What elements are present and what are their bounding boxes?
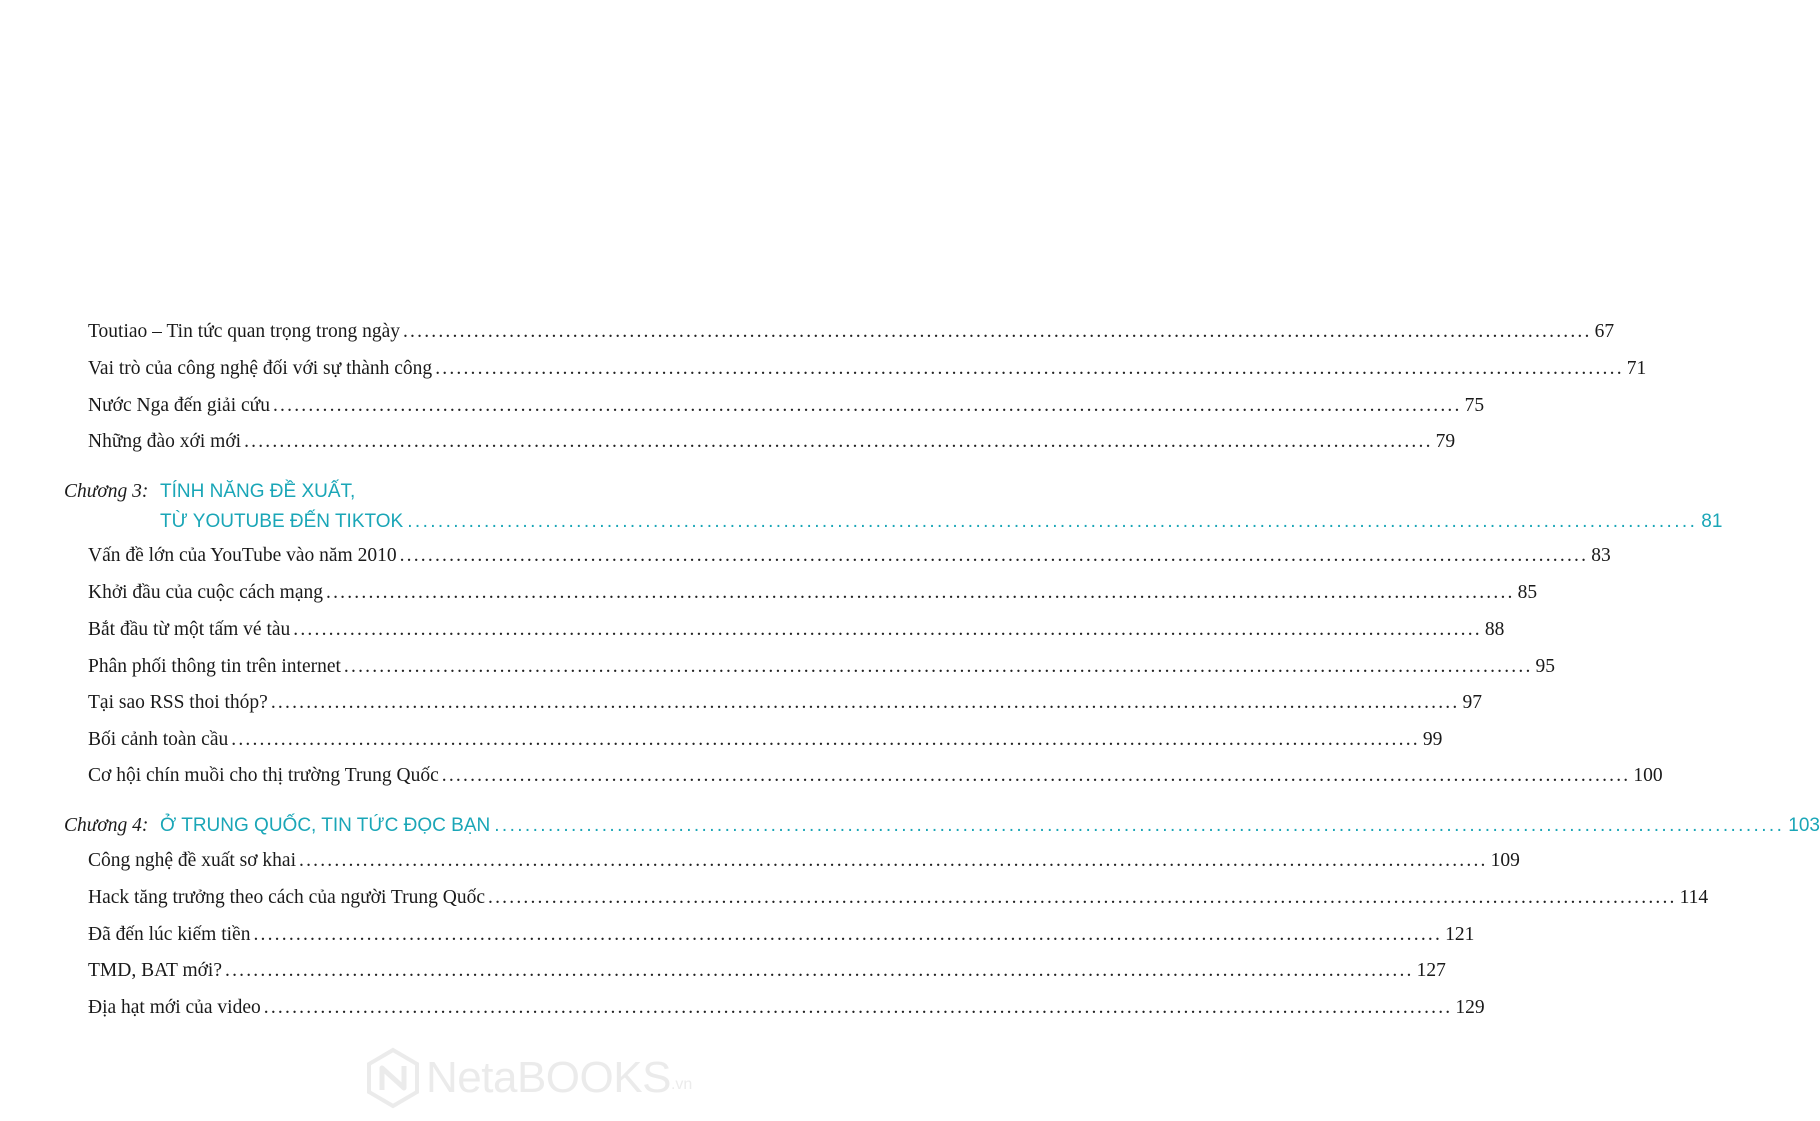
dot-leader: ........................................................................................................................................................................ [326,582,1515,603]
toc-entry[interactable] [88,726,1443,754]
toc-entry-page: 129 [1455,997,1485,1018]
toc-entry-title: Hack tăng trưởng theo cách của người Trung Quốc [88,887,486,908]
chapter-4-label: Chương 4: [64,815,149,836]
toc-entry-title: Nước Nga đến giải cứu [88,395,270,416]
toc-entry-page: 79 [1435,431,1456,452]
dot-leader: ........................................................................................................................................................................ [231,729,1420,750]
toc-entry-title: Tại sao RSS thoi thóp? [88,692,268,713]
toc-entry[interactable] [88,355,1647,383]
chapter-3-title-text: TÍNH NĂNG ĐỀ XUẤT, [160,481,356,502]
toc-entry[interactable] [88,689,1482,717]
toc-entry-page: 121 [1445,924,1475,945]
toc-entry-page: 75 [1464,395,1485,416]
dot-leader: ........................................................................................................................................................................ [272,395,1462,416]
toc-entry[interactable] [88,616,1505,644]
toc-entry-page: 71 [1626,358,1647,379]
toc-entry-title: Vấn đề lớn của YouTube vào năm 2010 [88,545,397,566]
toc-entry-title: Phân phối thông tin trên internet [88,656,341,677]
toc-entry-page: 67 [1594,321,1615,342]
toc-entry[interactable] [88,994,1485,1022]
toc-entry[interactable] [88,884,1709,912]
toc-entry[interactable] [88,542,1611,570]
toc-entry[interactable] [88,847,1520,875]
toc-entry-title: Bối cảnh toàn cầu [88,729,229,750]
dot-leader: ........................................................................................................................................................................ [343,656,1533,677]
dot-leader: ........................................................................................................................................................................ [402,321,1592,342]
toc-entry[interactable] [88,392,1485,420]
watermark [366,1048,692,1108]
toc-entry-title: Công nghệ đề xuất sơ khai [88,850,296,871]
dot-leader: ........................................................................................................................................................................ [494,815,1785,836]
dot-leader: ........................................................................................................................................................................ [270,692,1460,713]
chapter-4-page: 103 [1788,815,1820,836]
toc-entry-title: Những đào xới mới [88,431,242,452]
toc-entry-title: Địa hạt mới của video [88,997,261,1018]
toc-entry-page: 127 [1416,960,1446,981]
chapter-4-heading[interactable] [160,812,1820,840]
watermark-suffix: .vn [670,1076,693,1093]
dot-leader: ........................................................................................................................................................................ [441,765,1631,786]
toc-entry[interactable] [88,653,1556,681]
toc-entry-title: Bắt đầu từ một tấm vé tàu [88,619,291,640]
dot-leader: ........................................................................................................................................................................ [263,997,1453,1018]
dot-leader: ........................................................................................................................................................................ [488,887,1677,908]
toc-entry-title: Khởi đầu của cuộc cách mạng [88,582,323,603]
dot-leader: ........................................................................................................................................................................ [253,924,1443,945]
dot-leader: ........................................................................................................................................................................ [299,850,1488,871]
chapter-4-title-text: Ở TRUNG QUỐC, TIN TỨC ĐỌC BẠN [160,815,491,836]
toc-entry-page: 97 [1462,692,1482,713]
watermark-brand: NetaBOOKS [426,1053,671,1102]
toc-entry-page: 88 [1484,619,1505,640]
toc-entry-title: TMD, BAT mới? [88,960,222,981]
toc-entry-page: 83 [1591,545,1611,566]
toc-entry[interactable] [88,318,1615,346]
dot-leader: ........................................................................................................................................................................ [407,511,1698,532]
chapter-3-heading[interactable] [160,508,1723,536]
toc-entry-title: Cơ hội chín muồi cho thị trường Trung Quốc [88,765,439,786]
chapter-3-title-text: TỪ YOUTUBE ĐẾN TIKTOK [160,511,404,532]
dot-leader: ........................................................................................................................................................................ [225,960,1414,981]
dot-leader: ........................................................................................................................................................................ [293,619,1482,640]
toc-entry-page: 95 [1535,656,1556,677]
toc-entry-title: Toutiao – Tin tức quan trọng trong ngày [88,321,400,342]
toc-entry-page: 85 [1517,582,1538,603]
chapter-3-label: Chương 3: [64,481,149,502]
netabooks-logo-icon [366,1048,420,1108]
dot-leader: ........................................................................................................................................................................ [399,545,1589,566]
toc-entry-page: 100 [1633,765,1663,786]
dot-leader: ........................................................................................................................................................................ [244,431,1433,452]
toc-entry[interactable] [88,579,1538,607]
toc-entry-page: 114 [1679,887,1709,908]
toc-entry[interactable] [88,428,1456,456]
toc-entry-title: Vai trò của công nghệ đối với sự thành công [88,358,433,379]
toc-entry-title: Đã đến lúc kiếm tiền [88,924,251,945]
chapter-3-title-line1 [160,478,355,506]
toc-entry-page: 109 [1490,850,1520,871]
toc-entry[interactable] [88,957,1446,985]
toc-entry[interactable] [88,921,1475,949]
chapter-3-page: 81 [1701,511,1723,532]
toc-entry[interactable] [88,762,1663,790]
toc-entry-page: 99 [1422,729,1443,750]
dot-leader: ........................................................................................................................................................................ [435,358,1624,379]
